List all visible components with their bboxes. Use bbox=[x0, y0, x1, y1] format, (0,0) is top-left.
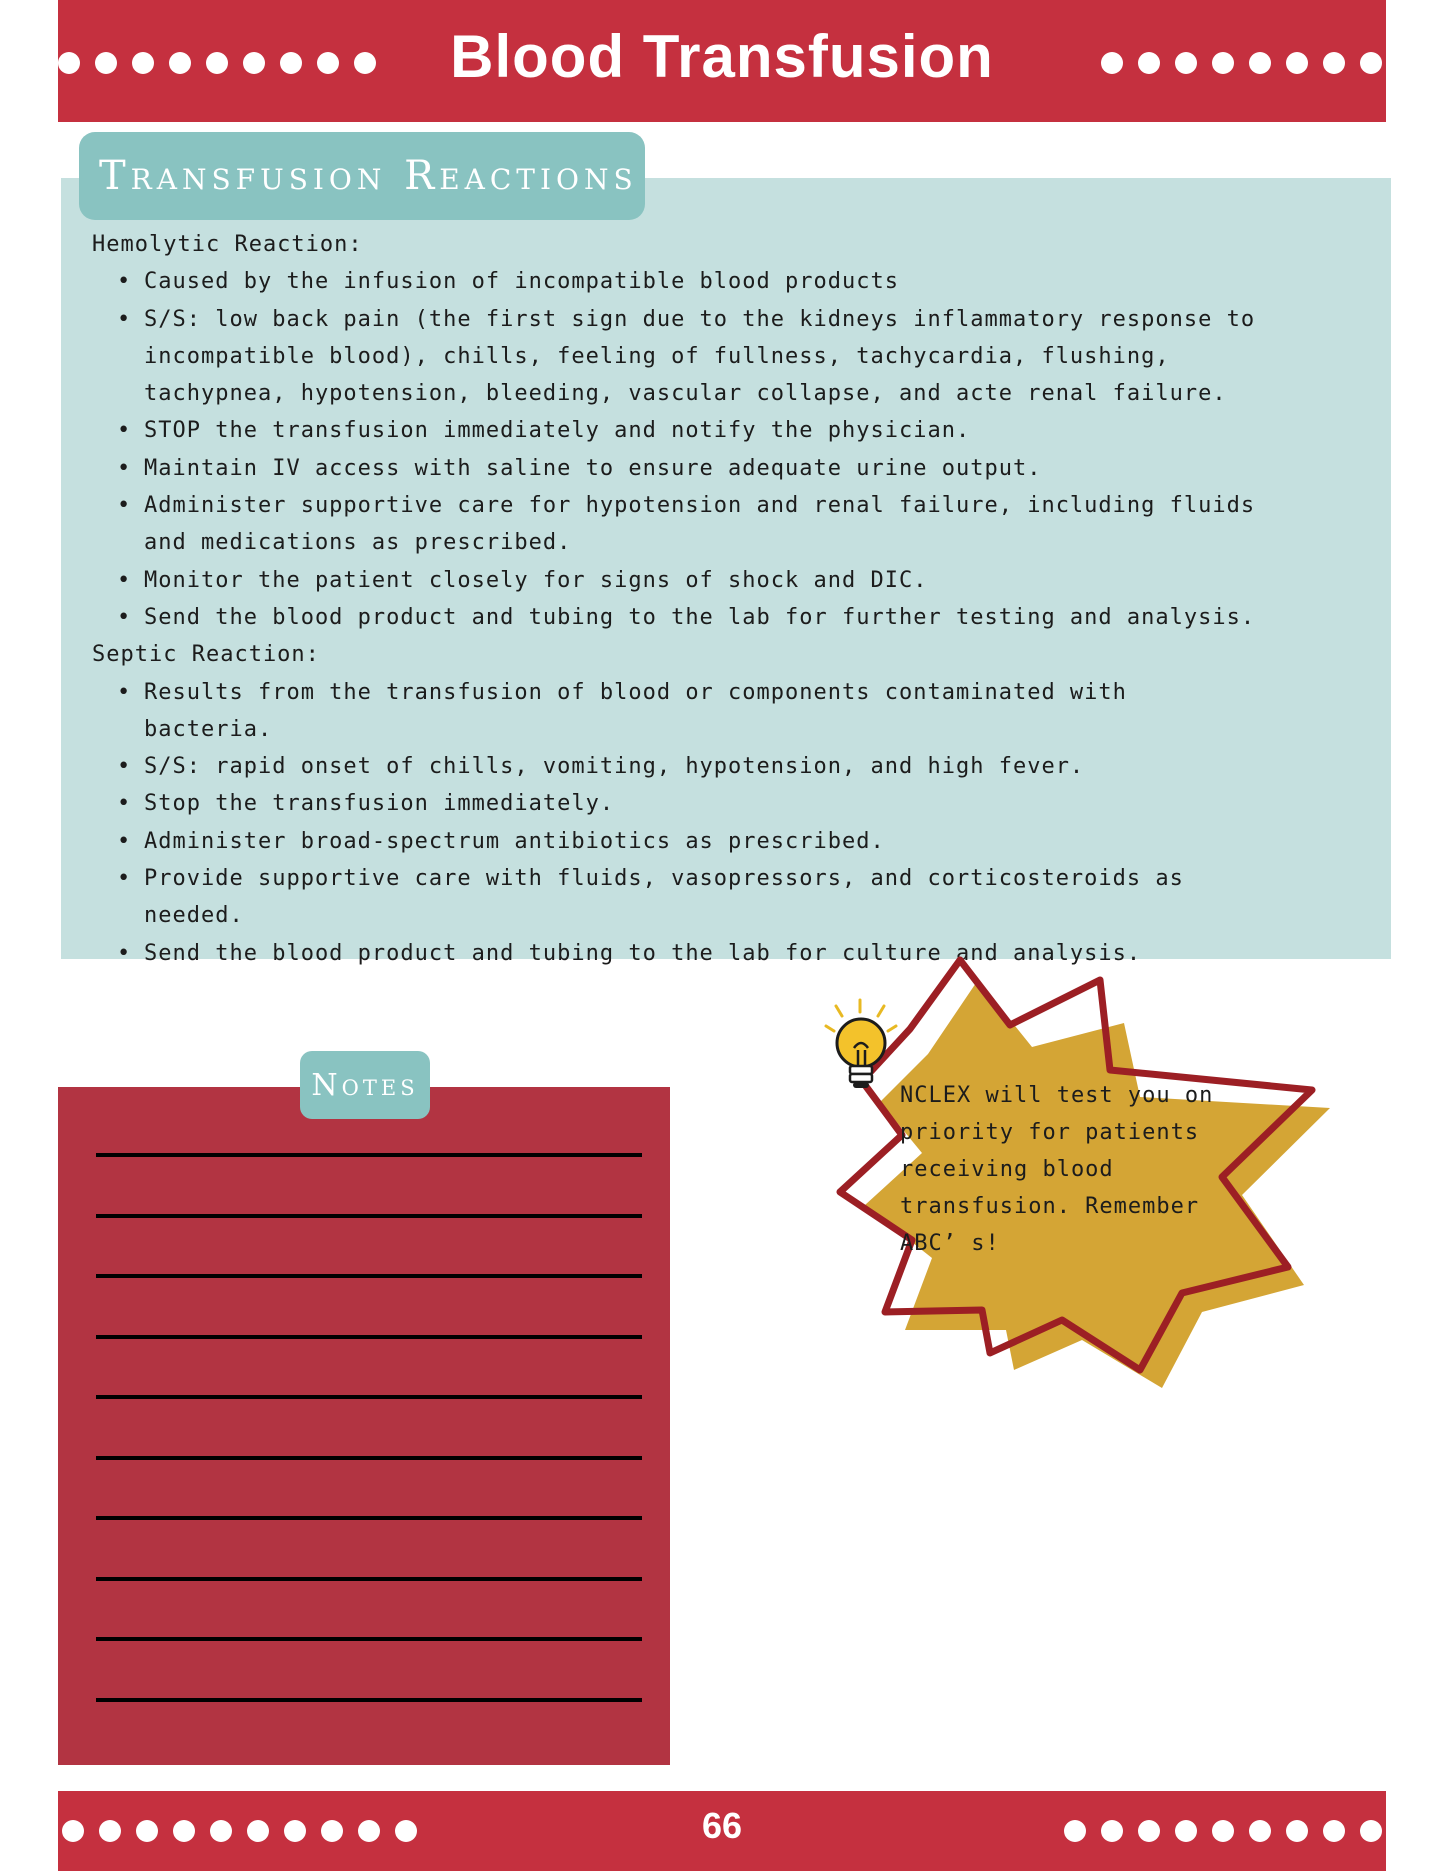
list-item: • Monitor the patient closely for signs of shock and DIC. bbox=[144, 562, 1262, 599]
note-line bbox=[96, 1516, 642, 1520]
note-line bbox=[96, 1698, 642, 1702]
note-line bbox=[96, 1214, 642, 1218]
notes-tab: Notes bbox=[300, 1051, 430, 1119]
list-item: • Send the blood product and tubing to the lab for further testing and analysis. bbox=[144, 599, 1262, 636]
note-line bbox=[96, 1153, 642, 1157]
septic-list bbox=[92, 674, 1262, 972]
page-number: 66 bbox=[701, 1805, 743, 1846]
list-item: • S/S: rapid onset of chills, vomiting, hypotension, and high fever. bbox=[144, 748, 1262, 785]
section-tab-transfusion-reactions: Transfusion Reactions bbox=[79, 132, 645, 220]
header-dots-right bbox=[1101, 52, 1382, 74]
hemolytic-heading: Hemolytic Reaction: bbox=[92, 232, 363, 257]
septic-heading: Septic Reaction: bbox=[92, 642, 320, 668]
list-item: • Administer supportive care for hypotension and renal failure, including fluids and medications as prescribed. bbox=[144, 487, 1262, 562]
list-item: • Maintain IV access with saline to ensure adequate urine output. bbox=[144, 450, 1262, 487]
hemolytic-list bbox=[92, 263, 1262, 636]
list-item: • Caused by the infusion of incompatible blood products bbox=[144, 263, 1262, 300]
page-title: Blood Transfusion bbox=[450, 23, 994, 90]
header-banner bbox=[58, 0, 1386, 122]
list-item: • STOP the transfusion immediately and notify the physician. bbox=[144, 412, 1262, 449]
note-line bbox=[96, 1335, 642, 1339]
callout-text: NCLEX will test you on priority for patients receiving blood transfusion. Remember ABC’ s! bbox=[900, 1083, 1214, 1256]
list-item: • Results from the transfusion of blood or components contaminated with bacteria. bbox=[144, 674, 1262, 749]
footer-banner bbox=[58, 1791, 1386, 1871]
note-line bbox=[96, 1637, 642, 1641]
list-item: • Stop the transfusion immediately. bbox=[144, 785, 1262, 822]
list-item: • Administer broad-spectrum antibiotics as prescribed. bbox=[144, 823, 1262, 860]
list-item: • Provide supportive care with fluids, vasopressors, and corticosteroids as needed. bbox=[144, 860, 1262, 935]
lightbulb-icon bbox=[818, 998, 908, 1112]
notes-panel bbox=[58, 1087, 670, 1765]
reactions-content bbox=[92, 226, 1262, 972]
footer-dots-right bbox=[1064, 1820, 1382, 1842]
note-line bbox=[96, 1395, 642, 1399]
note-line bbox=[96, 1577, 642, 1581]
note-line bbox=[96, 1274, 642, 1278]
note-line bbox=[96, 1456, 642, 1460]
list-item: • S/S: low back pain (the first sign due to the kidneys inflammatory response to incompatible blood), chills, feeling of fullness, tachycardia, flushing, tachypnea, hypotension, bleeding, vascular collapse, and acte renal failure. bbox=[144, 301, 1262, 413]
list-item: • Send the blood product and tubing to the lab for culture and analysis. bbox=[144, 935, 1262, 972]
